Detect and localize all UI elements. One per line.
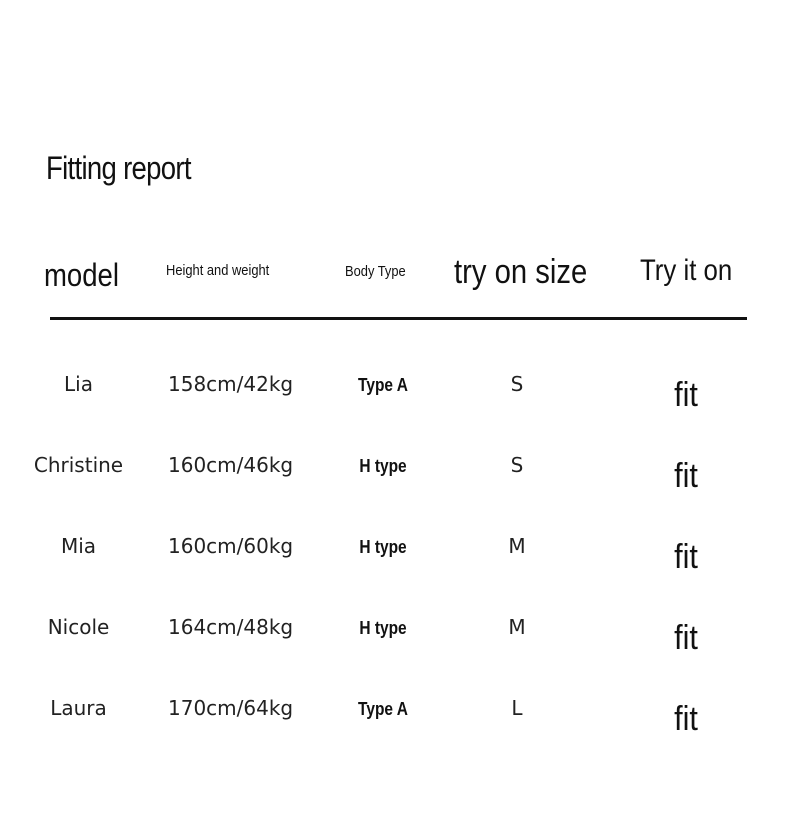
height-weight-value: 160cm/46kg bbox=[168, 453, 294, 477]
size-value: S bbox=[510, 453, 524, 477]
table-row bbox=[0, 696, 790, 756]
model-name: Laura bbox=[50, 696, 107, 720]
size-value: L bbox=[511, 696, 523, 720]
height-weight-value: 164cm/48kg bbox=[168, 615, 294, 639]
size-value: M bbox=[508, 534, 526, 558]
body-type-value: H type bbox=[359, 618, 407, 638]
model-name: Christine bbox=[33, 453, 124, 477]
fit-result: fit bbox=[674, 457, 698, 495]
header-divider bbox=[50, 317, 747, 320]
body-type-value: H type bbox=[359, 537, 407, 557]
model-name: Mia bbox=[60, 534, 97, 558]
header-body-type: Body Type bbox=[345, 263, 406, 280]
table-row bbox=[0, 453, 790, 513]
header-try-on-size: try on size bbox=[454, 253, 588, 291]
table-row bbox=[0, 372, 790, 432]
fit-result: fit bbox=[674, 538, 698, 576]
body-type-value: H type bbox=[359, 456, 407, 476]
model-name: Nicole bbox=[47, 615, 110, 639]
height-weight-value: 170cm/64kg bbox=[168, 696, 294, 720]
model-name: Lia bbox=[64, 372, 93, 396]
body-type-value: Type A bbox=[358, 375, 408, 395]
body-type-value: Type A bbox=[358, 699, 408, 719]
fit-result: fit bbox=[674, 700, 698, 738]
height-weight-value: 160cm/60kg bbox=[168, 534, 294, 558]
header-height-weight: Height and weight bbox=[166, 262, 270, 279]
header-try-it-on: Try it on bbox=[640, 254, 733, 287]
height-weight-value: 158cm/42kg bbox=[168, 372, 294, 396]
table-row bbox=[0, 615, 790, 675]
table-row bbox=[0, 534, 790, 594]
header-model: model bbox=[44, 257, 119, 293]
fit-result: fit bbox=[674, 376, 698, 414]
fit-result: fit bbox=[674, 619, 698, 657]
page-title: Fitting report bbox=[46, 150, 191, 186]
size-value: S bbox=[510, 372, 524, 396]
size-value: M bbox=[508, 615, 526, 639]
